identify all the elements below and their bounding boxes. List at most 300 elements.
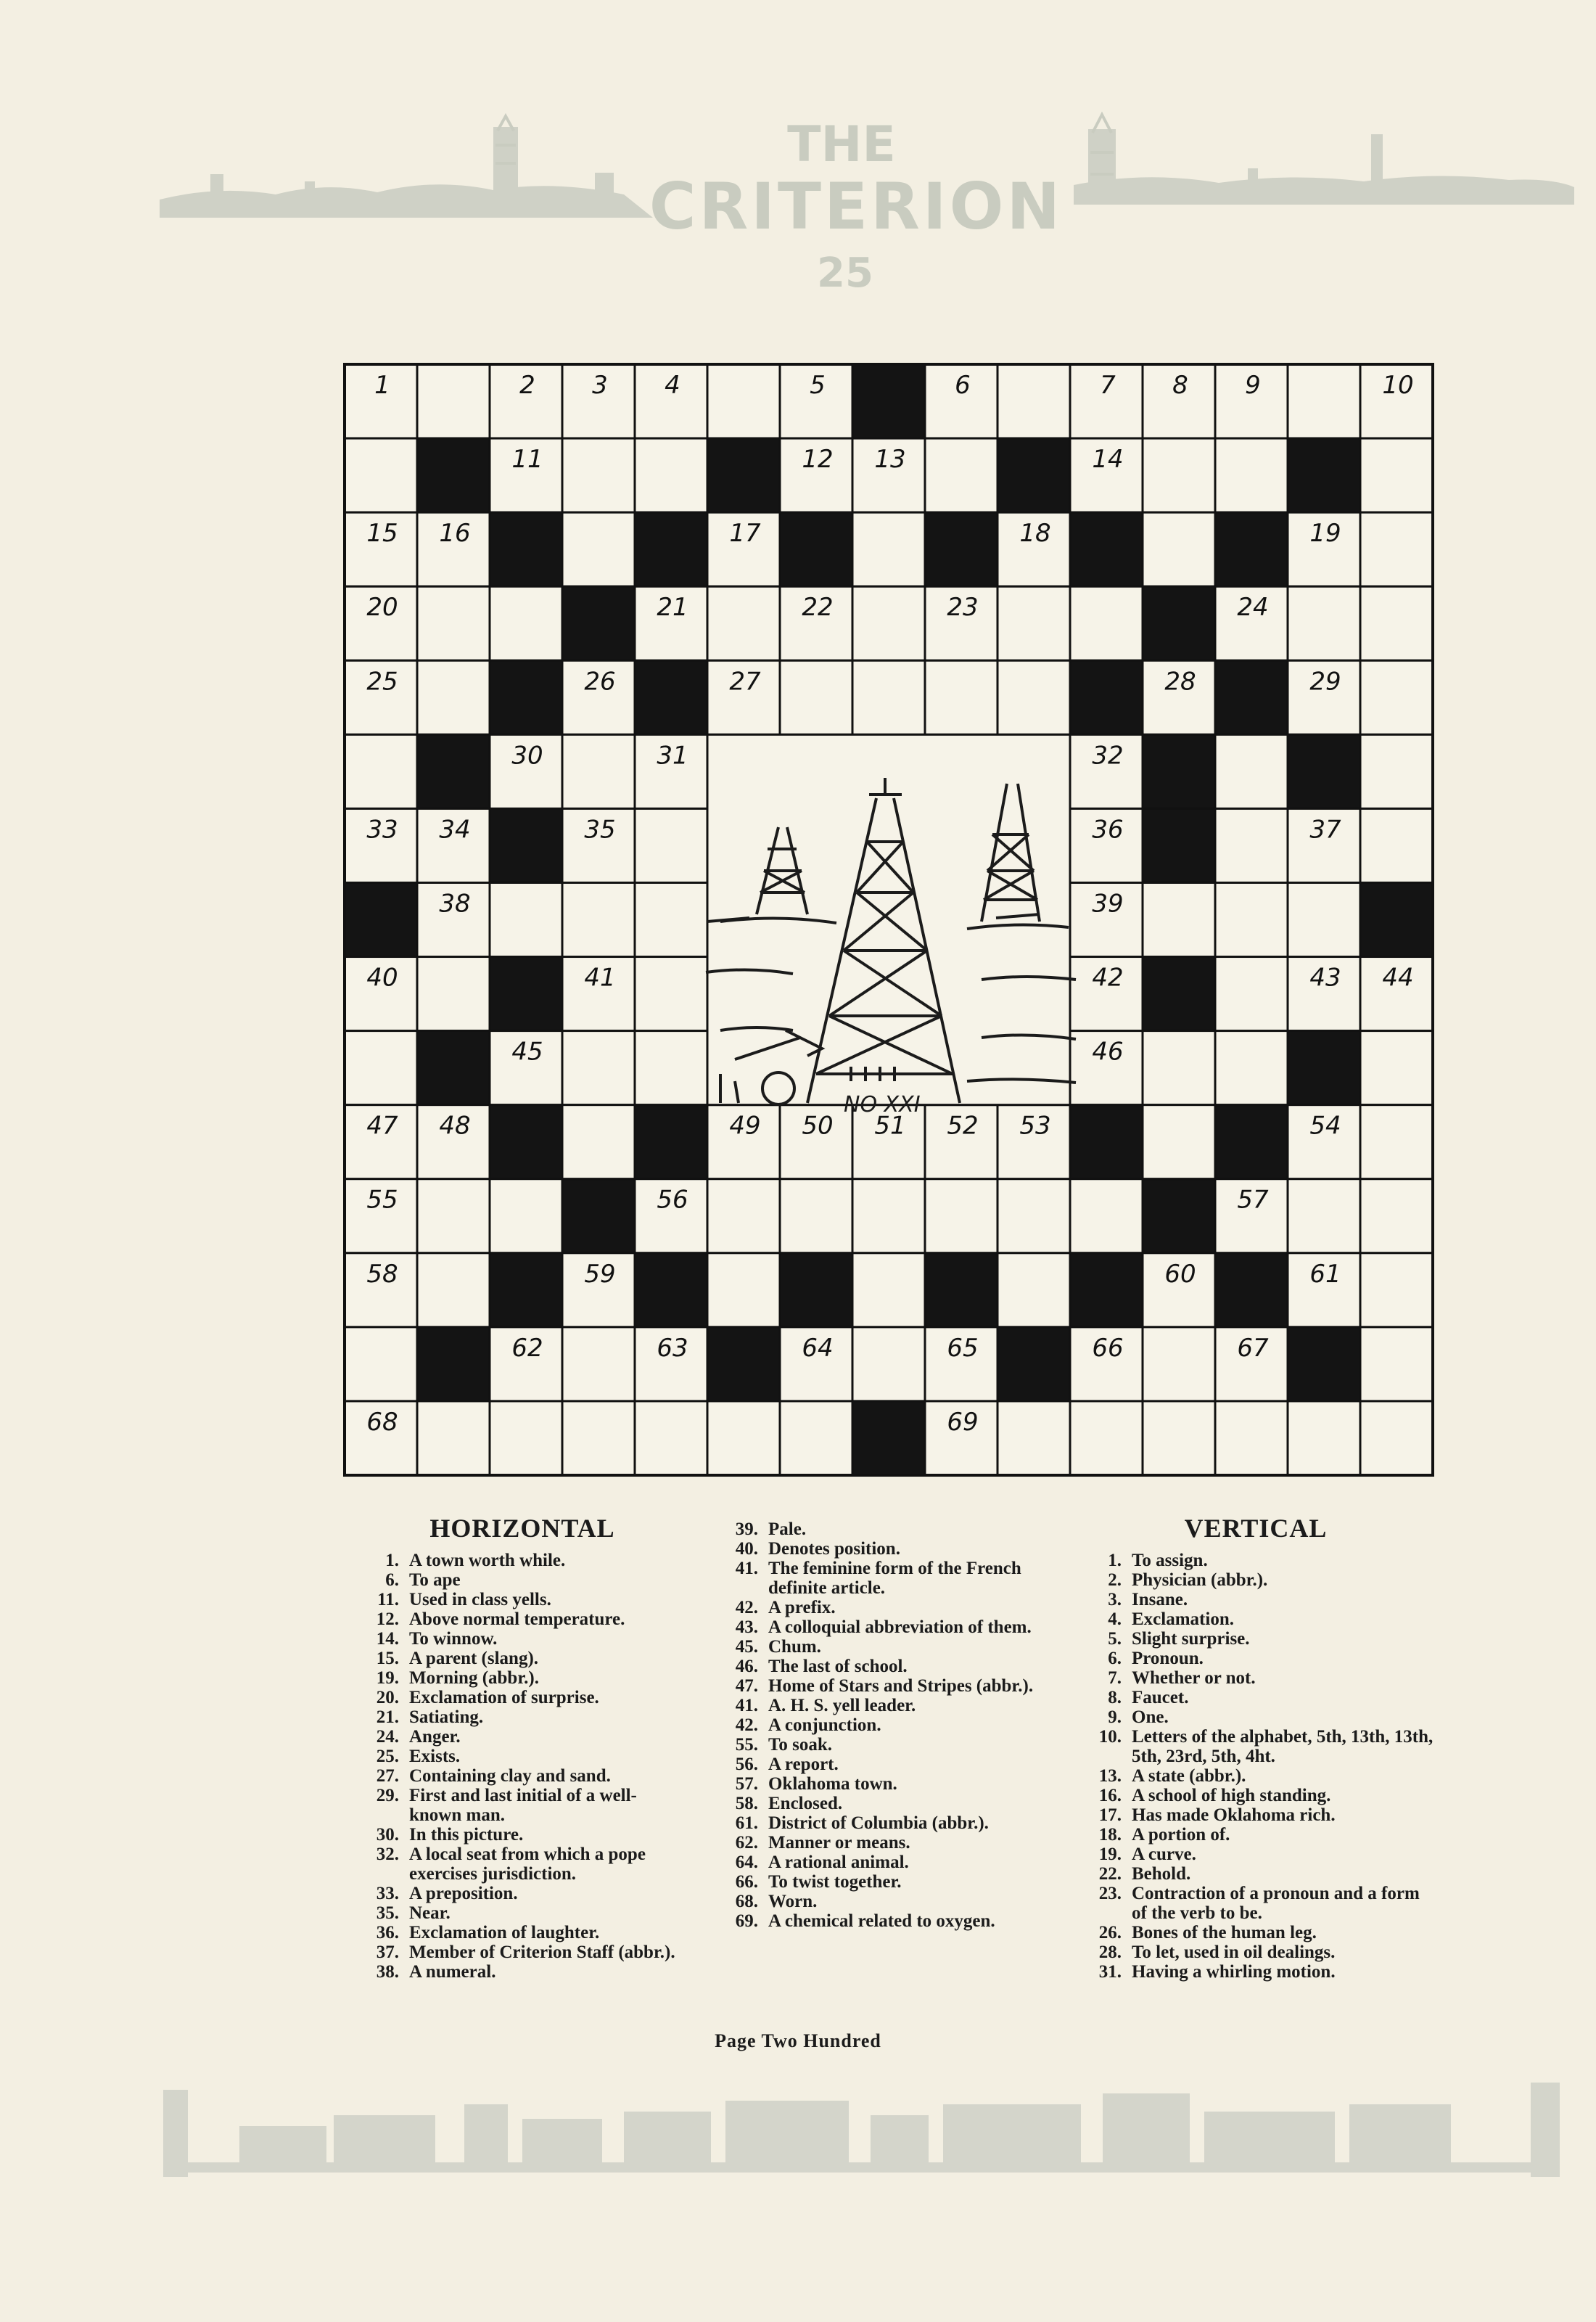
cell-number: 59 (584, 1259, 616, 1289)
cell-number: 31 (657, 741, 688, 771)
cell-number: 24 (1237, 593, 1269, 623)
clue-text: A report. (768, 1755, 839, 1774)
crossword-cell[interactable] (1288, 1179, 1360, 1253)
crossword-cell[interactable] (635, 1401, 707, 1475)
black-cell (1215, 660, 1288, 734)
clue-number: 1. (385, 1551, 399, 1570)
crossword-cell[interactable] (562, 734, 635, 808)
clue-text: To ape (409, 1570, 461, 1590)
crossword-cell[interactable] (707, 1179, 780, 1253)
clue-text: A curve. (1132, 1845, 1196, 1864)
crossword-cell[interactable] (1215, 957, 1288, 1031)
clue-number: 57. (735, 1774, 758, 1794)
cell-number: 7 (1100, 371, 1116, 400)
banner-title-line2: CRITERION (649, 169, 1064, 244)
crossword-cell[interactable] (1143, 882, 1215, 956)
black-cell (635, 1105, 707, 1179)
black-cell (490, 1105, 562, 1179)
crossword-cell[interactable] (417, 364, 490, 438)
page-number: Page Two Hundred (715, 2030, 881, 2051)
crossword-cell[interactable] (1143, 1401, 1215, 1475)
clue-item (1078, 1923, 1433, 1942)
clue-text: Used in class yells. (409, 1590, 551, 1609)
crossword-cell[interactable] (562, 1401, 635, 1475)
crossword-cell[interactable] (1215, 882, 1288, 956)
black-cell (998, 1327, 1070, 1401)
clue-text: Satiating. (409, 1707, 484, 1727)
crossword-cell[interactable] (1360, 1179, 1433, 1253)
crossword-cell[interactable] (1070, 1401, 1143, 1475)
black-cell (1143, 586, 1215, 660)
clue-item (1078, 1609, 1433, 1629)
crossword-cell[interactable] (345, 1327, 417, 1401)
crossword-cell[interactable] (345, 1031, 417, 1105)
clue-text: Has made Oklahoma rich. (1132, 1805, 1336, 1825)
crossword-cell[interactable] (1143, 1327, 1215, 1401)
black-cell (490, 808, 562, 882)
clue-text: Exists. (409, 1747, 461, 1766)
crossword-cell[interactable] (1360, 1105, 1433, 1179)
clue-text: A. H. S. yell leader. (768, 1696, 916, 1715)
clue-number: 64. (735, 1853, 758, 1872)
clue-item (715, 1872, 1059, 1892)
cell-number: 68 (366, 1407, 398, 1437)
clue-number: 17. (1098, 1805, 1122, 1825)
crossword-cell[interactable] (490, 882, 562, 956)
cell-number: 21 (657, 593, 688, 623)
crossword-cell[interactable] (562, 882, 635, 956)
cell-number: 41 (584, 963, 616, 993)
crossword-cell[interactable] (998, 1253, 1070, 1327)
crossword-cell[interactable] (998, 660, 1070, 734)
crossword-cell[interactable] (1360, 586, 1433, 660)
cell-number: 43 (1309, 963, 1341, 993)
crossword-cell[interactable] (562, 1105, 635, 1179)
clue-item (715, 1676, 1059, 1696)
clue-item (355, 1570, 689, 1590)
cell-number: 42 (1092, 963, 1124, 993)
clue-item (355, 1551, 689, 1570)
clue-number: 25. (376, 1747, 399, 1766)
crossword-cell[interactable] (490, 1179, 562, 1253)
clue-number: 39. (735, 1519, 758, 1539)
black-cell (1143, 734, 1215, 808)
cell-number: 2 (519, 371, 535, 400)
crossword-cell[interactable] (562, 512, 635, 586)
black-cell (998, 438, 1070, 512)
cell-number: 16 (439, 519, 471, 549)
clue-text: Physician (abbr.). (1132, 1570, 1268, 1590)
clue-number: 1. (1108, 1551, 1122, 1570)
black-cell (852, 364, 925, 438)
cell-number: 30 (511, 741, 543, 771)
cell-number: 40 (366, 963, 398, 993)
clue-text: Member of Criterion Staff (abbr.). (409, 1942, 675, 1962)
crossword-cell[interactable] (1215, 808, 1288, 882)
cell-number: 49 (729, 1111, 761, 1141)
crossword-cell[interactable] (562, 1031, 635, 1105)
clue-item (1078, 1727, 1433, 1766)
crossword-cell[interactable] (417, 1179, 490, 1253)
clue-text: Anger. (409, 1727, 461, 1747)
crossword-cell[interactable] (1360, 660, 1433, 734)
crossword-cell[interactable] (707, 1253, 780, 1327)
clue-text: Exclamation of laughter. (409, 1923, 600, 1942)
black-cell (417, 438, 490, 512)
cell-number: 56 (657, 1185, 688, 1215)
crossword-cell[interactable] (1360, 1327, 1433, 1401)
clue-item (355, 1845, 689, 1884)
black-cell (490, 957, 562, 1031)
clue-item (715, 1519, 1059, 1539)
clue-text: Pale. (768, 1519, 807, 1539)
clue-text: Faucet. (1132, 1688, 1189, 1707)
crossword-cell[interactable] (925, 660, 998, 734)
clue-text: A numeral. (409, 1962, 496, 1982)
crossword-cell[interactable] (998, 1179, 1070, 1253)
clue-number: 69. (735, 1911, 758, 1931)
crossword-cell[interactable] (1215, 438, 1288, 512)
clue-number: 6. (1108, 1649, 1122, 1668)
clue-number: 23. (1098, 1884, 1122, 1903)
cell-number: 14 (1092, 445, 1124, 475)
clue-item (1078, 1629, 1433, 1649)
black-cell (490, 512, 562, 586)
clue-text: A state (abbr.). (1132, 1766, 1246, 1786)
clue-text: A colloquial abbreviation of them. (768, 1617, 1032, 1637)
clue-item (355, 1688, 689, 1707)
cell-number: 63 (657, 1333, 688, 1363)
cell-number: 1 (374, 371, 390, 400)
black-cell (417, 1031, 490, 1105)
crossword-cell[interactable] (852, 1253, 925, 1327)
clue-text: A local seat from which a pope exercises jurisdiction. (409, 1845, 646, 1884)
crossword-cell[interactable] (852, 512, 925, 586)
cell-number: 13 (874, 445, 906, 475)
clue-text: A preposition. (409, 1884, 518, 1903)
black-cell (345, 882, 417, 956)
clue-item (1078, 1590, 1433, 1609)
clue-number: 18. (1098, 1825, 1122, 1845)
clue-text: Pronoun. (1132, 1649, 1204, 1668)
clue-number: 42. (735, 1598, 758, 1617)
cell-number: 57 (1237, 1185, 1269, 1215)
clue-item (355, 1942, 689, 1962)
crossword-cell[interactable] (635, 957, 707, 1031)
crossword-cell[interactable] (780, 660, 852, 734)
crossword-cell[interactable] (1360, 1401, 1433, 1475)
cell-number: 60 (1164, 1259, 1196, 1289)
clue-item (715, 1794, 1059, 1813)
clue-item (715, 1774, 1059, 1794)
crossword-cell[interactable] (1215, 734, 1288, 808)
cell-number: 66 (1092, 1333, 1124, 1363)
clue-number: 5. (1108, 1629, 1122, 1649)
horizontal-heading: HORIZONTAL (429, 1514, 615, 1543)
crossword-cell[interactable] (1215, 1031, 1288, 1105)
clue-number: 36. (376, 1923, 399, 1942)
cell-number: 50 (802, 1111, 834, 1141)
black-cell (562, 586, 635, 660)
black-cell (417, 734, 490, 808)
clue-item (715, 1598, 1059, 1617)
clue-item (355, 1649, 689, 1668)
clue-number: 47. (735, 1676, 758, 1696)
cell-number: 46 (1092, 1037, 1124, 1067)
cell-number: 62 (511, 1333, 543, 1363)
cell-number: 27 (729, 667, 761, 697)
crossword-cell[interactable] (1360, 512, 1433, 586)
crossword-cell[interactable] (1288, 882, 1360, 956)
clue-number: 8. (1108, 1688, 1122, 1707)
crossword-cell[interactable] (1143, 512, 1215, 586)
clue-text: To winnow. (409, 1629, 498, 1649)
footer-illustration (0, 2061, 1596, 2184)
black-cell (1360, 882, 1433, 956)
crossword-cell[interactable] (562, 438, 635, 512)
clue-number: 28. (1098, 1942, 1122, 1962)
crossword-cell[interactable] (345, 734, 417, 808)
crossword-cell[interactable] (635, 1031, 707, 1105)
cell-number: 29 (1309, 667, 1341, 697)
black-cell (635, 512, 707, 586)
cell-number: 26 (584, 667, 616, 697)
crossword-cell[interactable] (562, 1327, 635, 1401)
black-cell (780, 1253, 852, 1327)
clue-text: One. (1132, 1707, 1169, 1727)
clue-number: 13. (1098, 1766, 1122, 1786)
clue-number: 19. (1098, 1845, 1122, 1864)
crossword-cell[interactable] (417, 1401, 490, 1475)
clue-number: 24. (376, 1727, 399, 1747)
cell-number: 39 (1092, 889, 1124, 919)
black-cell (635, 660, 707, 734)
clue-item (1078, 1825, 1433, 1845)
clue-text: Above normal temperature. (409, 1609, 625, 1629)
black-cell (780, 512, 852, 586)
crossword-cell[interactable] (1360, 438, 1433, 512)
black-cell (707, 438, 780, 512)
crossword-cell[interactable] (417, 957, 490, 1031)
crossword-cell[interactable] (852, 1179, 925, 1253)
clue-item (1078, 1707, 1433, 1727)
crossword-cell[interactable] (1288, 586, 1360, 660)
crossword-cell[interactable] (925, 438, 998, 512)
clue-text: Bones of the human leg. (1132, 1923, 1317, 1942)
clue-number: 21. (376, 1707, 399, 1727)
crossword-cell[interactable] (345, 438, 417, 512)
black-cell (1288, 1327, 1360, 1401)
cell-number: 11 (511, 445, 543, 475)
crossword-cell[interactable] (635, 438, 707, 512)
crossword-cell[interactable] (1215, 1401, 1288, 1475)
black-cell (1215, 512, 1288, 586)
clue-item (715, 1637, 1059, 1657)
crossword-cell[interactable] (1288, 364, 1360, 438)
crossword-cell[interactable] (925, 1179, 998, 1253)
clue-item (355, 1590, 689, 1609)
clue-number: 32. (376, 1845, 399, 1864)
clue-number: 22. (1098, 1864, 1122, 1884)
clue-number: 27. (376, 1766, 399, 1786)
clue-number: 37. (376, 1942, 399, 1962)
crossword-cell[interactable] (998, 364, 1070, 438)
black-cell (1288, 734, 1360, 808)
clue-text: Manner or means. (768, 1833, 910, 1853)
crossword-cell[interactable] (635, 882, 707, 956)
cell-number: 55 (366, 1185, 398, 1215)
cell-number: 4 (665, 371, 680, 400)
crossword-cell[interactable] (780, 1179, 852, 1253)
cell-number: 48 (439, 1111, 471, 1141)
cell-number: 34 (439, 815, 471, 845)
clue-text: First and last initial of a well-known man. (409, 1786, 637, 1825)
black-cell (1070, 512, 1143, 586)
clue-text: A chemical related to oxygen. (768, 1911, 995, 1931)
clue-number: 43. (735, 1617, 758, 1637)
clue-number: 38. (376, 1962, 399, 1982)
clue-number: 6. (385, 1570, 399, 1590)
crossword-cell[interactable] (852, 660, 925, 734)
crossword-cell[interactable] (417, 660, 490, 734)
clue-number: 66. (735, 1872, 758, 1892)
crossword-cell[interactable] (490, 1401, 562, 1475)
clue-text: A town worth while. (409, 1551, 566, 1570)
clue-item (1078, 1786, 1433, 1805)
clue-text: Letters of the alphabet, 5th, 13th, 13th, 5th, 23rd, 5th, 4ht. (1132, 1727, 1433, 1766)
crossword-cell[interactable] (852, 586, 925, 660)
black-cell (490, 1253, 562, 1327)
clue-item (715, 1715, 1059, 1735)
clue-number: 14. (376, 1629, 399, 1649)
cell-number: 44 (1382, 963, 1414, 993)
cell-number: 69 (947, 1407, 979, 1437)
crossword-cell[interactable] (1070, 586, 1143, 660)
crossword-cell[interactable] (1288, 1401, 1360, 1475)
clue-number: 3. (1108, 1590, 1122, 1609)
clue-item (355, 1727, 689, 1747)
crossword-cell[interactable] (1070, 1179, 1143, 1253)
crossword-cell[interactable] (1360, 1253, 1433, 1327)
crossword-cell[interactable] (707, 364, 780, 438)
clue-number: 9. (1108, 1707, 1122, 1727)
crossword-cell[interactable] (998, 586, 1070, 660)
cell-number: 64 (802, 1333, 834, 1363)
cell-number: 33 (366, 815, 398, 845)
clue-number: 29. (376, 1786, 399, 1805)
crossword-cell[interactable] (780, 1401, 852, 1475)
crossword-cell[interactable] (707, 586, 780, 660)
clue-text: Behold. (1132, 1864, 1191, 1884)
crossword-cell[interactable] (417, 586, 490, 660)
crossword-cell[interactable] (1360, 808, 1433, 882)
clue-number: 55. (735, 1735, 758, 1755)
clue-text: District of Columbia (abbr.). (768, 1813, 989, 1833)
clue-text: Enclosed. (768, 1794, 843, 1813)
cell-number: 37 (1309, 815, 1341, 845)
clue-item (355, 1884, 689, 1903)
clue-text: To let, used in oil dealings. (1132, 1942, 1336, 1962)
clue-item (1078, 1668, 1433, 1688)
cell-number: 65 (947, 1333, 979, 1363)
cell-number: 52 (947, 1111, 979, 1141)
clue-number: 11. (377, 1590, 399, 1609)
crossword-cell[interactable] (1360, 1031, 1433, 1105)
clue-text: A prefix. (768, 1598, 836, 1617)
crossword-grid (343, 363, 1434, 1477)
black-cell (852, 1401, 925, 1475)
cell-number: 28 (1164, 667, 1196, 697)
clue-item (715, 1833, 1059, 1853)
clue-text: A parent (slang). (409, 1649, 539, 1668)
clue-number: 35. (376, 1903, 399, 1923)
black-cell (635, 1253, 707, 1327)
clue-number: 31. (1098, 1962, 1122, 1982)
cell-number: 12 (802, 445, 834, 475)
clue-text: Morning (abbr.). (409, 1668, 539, 1688)
horizontal-clues-continued (715, 1519, 1059, 1931)
clue-item (355, 1786, 689, 1825)
cell-number: 15 (366, 519, 398, 549)
clue-item (355, 1923, 689, 1942)
clue-item (355, 1962, 689, 1982)
cell-number: 58 (366, 1259, 398, 1289)
crossword-cell[interactable] (707, 1401, 780, 1475)
clue-item (1078, 1962, 1433, 1982)
cell-number: 18 (1019, 519, 1051, 549)
clue-item (1078, 1649, 1433, 1668)
clue-item (1078, 1942, 1433, 1962)
clue-item (355, 1747, 689, 1766)
clue-text: Exclamation of surprise. (409, 1688, 599, 1707)
clue-item (715, 1539, 1059, 1559)
clue-number: 2. (1108, 1570, 1122, 1590)
crossword-cell[interactable] (1143, 1105, 1215, 1179)
cell-number: 47 (366, 1111, 398, 1141)
clue-item (715, 1735, 1059, 1755)
vertical-clue-list (1078, 1551, 1433, 1982)
black-cell (925, 512, 998, 586)
cell-number: 17 (729, 519, 761, 549)
clue-item (1078, 1845, 1433, 1864)
clue-item (355, 1629, 689, 1649)
crossword-cell[interactable] (1360, 734, 1433, 808)
crossword-cell[interactable] (998, 1401, 1070, 1475)
cell-number: 6 (955, 371, 971, 400)
cell-number: 20 (366, 593, 398, 623)
crossword-cell[interactable] (490, 586, 562, 660)
clue-number: 33. (376, 1884, 399, 1903)
clue-text: To assign. (1132, 1551, 1208, 1570)
skyline-illustration (0, 0, 1596, 319)
clue-item (715, 1892, 1059, 1911)
crossword-cell[interactable] (852, 1327, 925, 1401)
clue-text: Having a whirling motion. (1132, 1962, 1336, 1982)
clue-text: The last of school. (768, 1657, 908, 1676)
crossword-cell[interactable] (417, 1253, 490, 1327)
crossword-cell[interactable] (1143, 438, 1215, 512)
crossword-cell[interactable] (635, 808, 707, 882)
crossword-grid-svg (343, 363, 1434, 1477)
horizontal-clue-list (355, 1551, 689, 1982)
crossword-cell[interactable] (1143, 1031, 1215, 1105)
black-cell (1143, 1179, 1215, 1253)
banner-year: 25 (817, 250, 873, 297)
clue-text: A rational animal. (768, 1853, 909, 1872)
black-cell (1215, 1253, 1288, 1327)
clue-text: Denotes position. (768, 1539, 900, 1559)
clue-item (1078, 1864, 1433, 1884)
